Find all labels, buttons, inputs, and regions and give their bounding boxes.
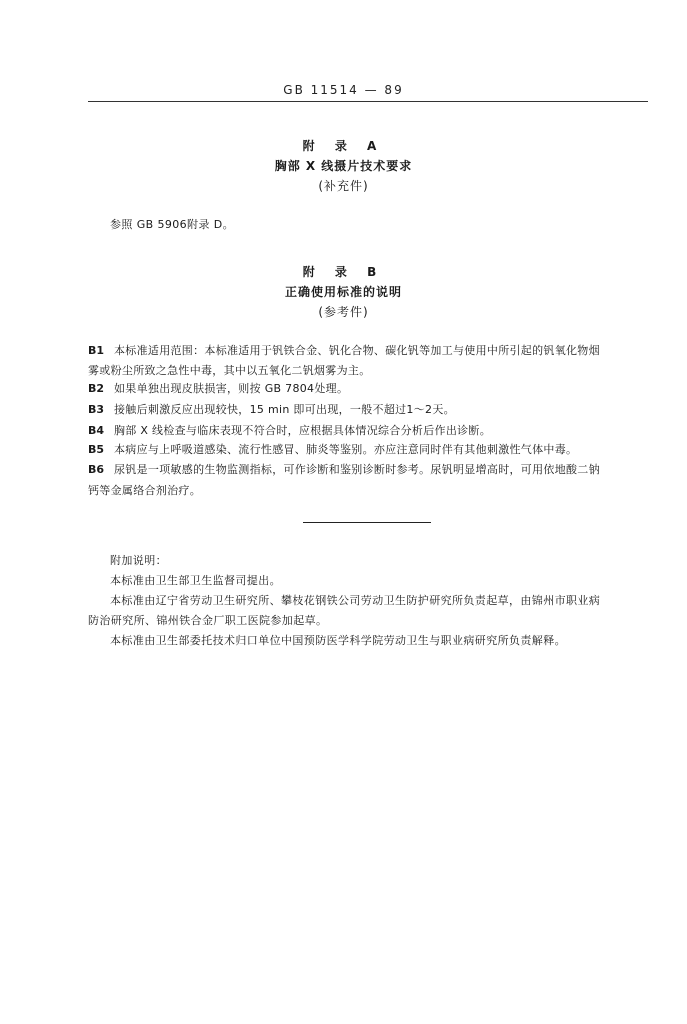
item-id: B1 bbox=[88, 344, 105, 357]
list-item-b5 bbox=[88, 439, 648, 460]
list-item-b3 bbox=[88, 399, 648, 420]
appendix-a-label: 附 录 A bbox=[302, 139, 385, 153]
header-rule bbox=[88, 101, 648, 102]
list-item-b1 bbox=[88, 340, 648, 361]
additional-notes-line: 本标准由卫生部卫生监督司提出。 bbox=[110, 574, 281, 587]
item-text-continued: 钙等金属络合剂治疗。 bbox=[88, 484, 201, 497]
item-id: B4 bbox=[88, 424, 105, 437]
item-text: 接触后刺激反应出现较快，15 min 即可出现，一般不超过1～2天。 bbox=[114, 403, 455, 416]
section-end-rule bbox=[303, 522, 431, 523]
list-item-b4 bbox=[88, 420, 648, 441]
additional-notes-heading: 附加说明： bbox=[110, 554, 167, 567]
appendix-b-label: 附 录 B bbox=[302, 265, 385, 279]
item-text: 本病应与上呼吸道感染、流行性感冒、肺炎等鉴别。亦应注意同时伴有其他刺激性气体中毒。 bbox=[114, 443, 578, 456]
item-text: 胸部 X 线检查与临床表现不符合时，应根据具体情况综合分析后作出诊断。 bbox=[114, 424, 492, 437]
item-id: B3 bbox=[88, 403, 105, 416]
item-text: 尿钒是一项敏感的生物监测指标，可作诊断和鉴别诊断时参考。尿钒明显增高时，可用依地酸二钠 bbox=[114, 463, 600, 476]
appendix-b-title: 正确使用标准的说明 bbox=[284, 285, 402, 299]
item-text-continued: 雾或粉尘所致之急性中毒，其中以五氧化二钒烟雾为主。 bbox=[88, 364, 371, 377]
item-id: B2 bbox=[88, 382, 105, 395]
appendix-a-title: 胸部 X 线摄片技术要求 bbox=[274, 159, 413, 173]
item-id: B5 bbox=[88, 443, 105, 456]
appendix-b-note: (参考件) bbox=[318, 305, 369, 319]
appendix-a-body: 参照 GB 5906附录 D。 bbox=[110, 218, 235, 231]
additional-notes-line: 本标准由辽宁省劳动卫生研究所、攀枝花钢铁公司劳动卫生防护研究所负责起草，由锦州市职业病 bbox=[110, 594, 601, 607]
document-number: GB 11514 — 89 bbox=[283, 83, 404, 97]
appendix-a-note: (补充件) bbox=[318, 179, 369, 193]
list-item-b6 bbox=[88, 459, 648, 480]
item-id: B6 bbox=[88, 463, 105, 476]
list-item-b2 bbox=[88, 378, 648, 399]
item-text: 如果单独出现皮肤损害，则按 GB 7804处理。 bbox=[114, 382, 349, 395]
additional-notes-line: 防治研究所、锦州铁合金厂职工医院参加起草。 bbox=[88, 614, 328, 627]
additional-notes-line: 本标准由卫生部委托技术归口单位中国预防医学科学院劳动卫生与职业病研究所负责解释。 bbox=[110, 634, 566, 647]
item-text: 本标准适用范围：本标准适用于钒铁合金、钒化合物、碳化钒等加工与使用中所引起的钒氧化物烟 bbox=[114, 344, 600, 357]
